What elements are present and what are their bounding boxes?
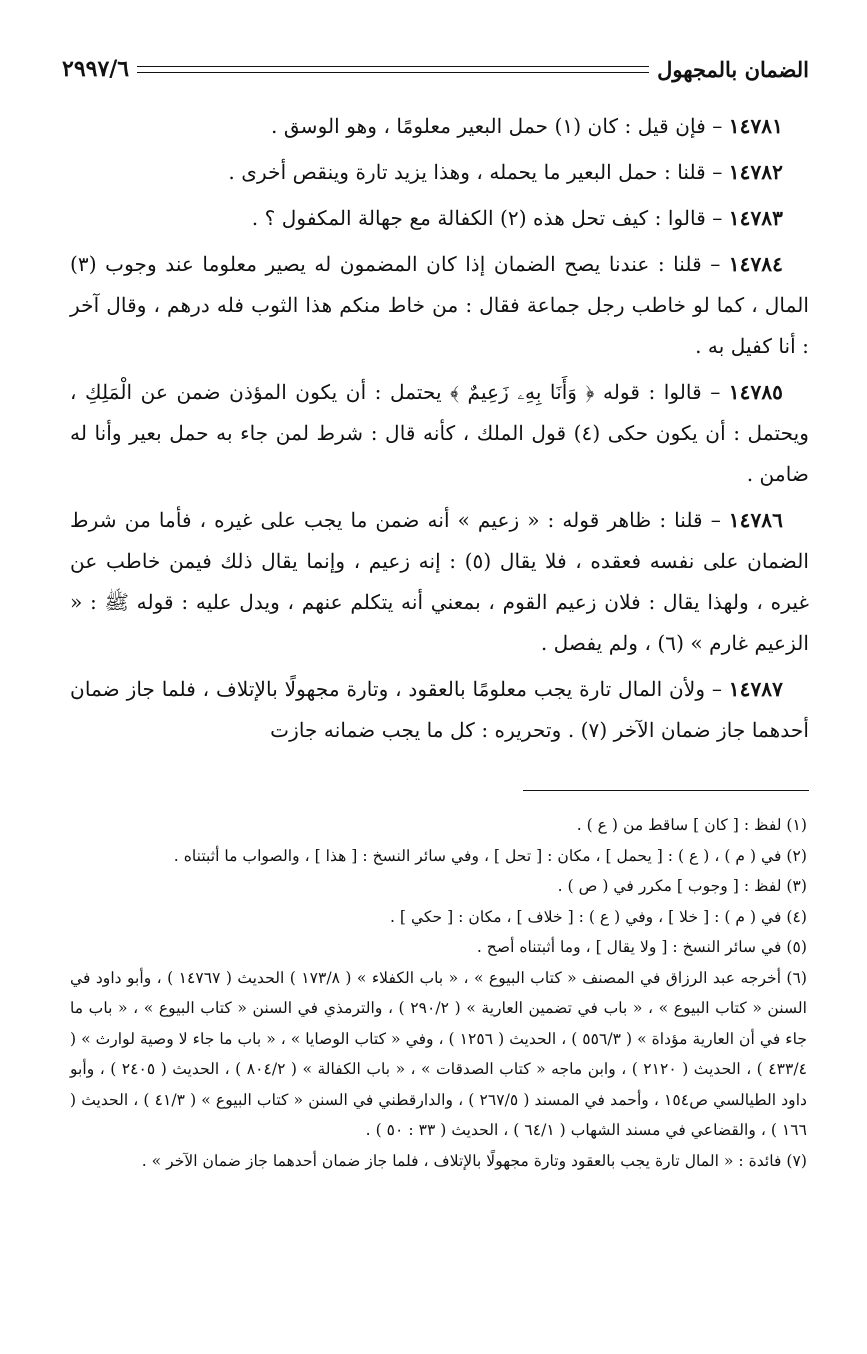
- paragraph-number: ١٤٧٨٤: [728, 252, 783, 276]
- paragraph-text: – ولأن المال تارة يجب معلومًا بالعقود ، وتارة مجهولًا بالإتلاف ، فلما جاز ضمان أحدهما جاز ضمان الآخر (٧) . وتحريره : كل ما يجب ضمانه جازت: [70, 677, 809, 742]
- paragraph-text: – قلنا : عندنا يصح الضمان إذا كان المضمون له يصير معلوما عند وجوب (٣) المال ، كما لو خاطب رجل جماعة فقال : من خاط منكم هذا الثوب فله درهم ، وقال آخر : أنا كفيل به .: [70, 252, 809, 358]
- page-number: ٢٩٩٧/٦: [62, 56, 130, 82]
- footnote-6: (٦) أخرجه عبد الرزاق في المصنف « كتاب البيوع » ، « باب الكفلاء » ( ١٧٣/٨ ) الحديث ( ١٤٧٦٧ ) ، وأبو داود في السنن « كتاب البيوع » ، « باب في تضمين العارية » ( ٢٩٠/٢ ) ، والترمذي في السنن « كتاب البيوع » ، « باب ما جاء في أن العارية مؤداة » ( ٥٥٦/٣ ) ، الحديث ( ١٢٥٦ ) ، وفي « كتاب الوصايا » ، « باب ما جاء لا وصية لوارث » ( ٤٣٣/٤ ) ، الحديث ( ٢١٢٠ ) ، وابن ماجه « كتاب الصدقات » ، « باب الكفالة » ( ٨٠٤/٢ ) ، الحديث ( ٢٤٠٥ ) ، وأبو داود الطيالسي ص١٥٤ ، وأحمد في المسند ( ٢٦٧/٥ ) ، والدارقطني في السنن « كتاب البيوع » ( ٤١/٣ ) ، الحديث ( ١٦٦ ) ، والقضاعي في مسند الشهاب ( ٦٤/١ ) ، الحديث ( ٣٣ : ٥٠ ) .: [70, 968, 807, 1139]
- paragraph-number: ١٤٧٨٦: [728, 508, 783, 532]
- paragraph-14782: [70, 152, 809, 193]
- header-rule: [137, 66, 649, 73]
- paragraph-text: – قلنا : ظاهر قوله : « زعيم » أنه ضمن ما يجب على غيره ، فأما من شرط الضمان على نفسه فعقده ، فلا يقال (٥) : إنه زعيم ، وإنما يقال ذلك فيمن خاطب عن غيره ، ولهذا يقال : فلان زعيم القوم ، بمعني أنه يتكلم عنهم ، ويدل عليه : قوله ﷺ : « الزعيم غارم » (٦) ، ولم يفصل .: [70, 508, 809, 655]
- footnote-5: (٥) في سائر النسخ : [ ولا يقال ] ، وما أثبتناه أصح .: [476, 938, 807, 956]
- paragraph-number: ١٤٧٨٥: [728, 380, 784, 404]
- paragraph-text: – فإن قيل : كان (١) حمل البعير معلومًا ، وهو الوسق .: [271, 114, 723, 138]
- main-text: [70, 106, 809, 756]
- paragraph-14786: [70, 500, 809, 664]
- paragraph-text: – قالوا : قوله ﴿ وَأَنَا بِهِۦ زَعِيمٌ ﴾ يحتمل : أن يكون المؤذن ضمن عن الْمَلِكِ ، ويحتمل : أن يكون حكى (٤) قول الملك ، كأنه قال : شرط لمن جاء به حمل بعير وأنا له ضامن .: [70, 380, 809, 486]
- running-title: الضمان بالمجهول: [657, 56, 809, 82]
- paragraph-number: ١٤٧٨٧: [728, 677, 783, 701]
- footnote-1: (١) لفظ : [ كان ] ساقط من ( ع ) .: [576, 816, 807, 834]
- paragraph-number: ١٤٧٨٢: [728, 160, 783, 184]
- paragraph-14784: [70, 244, 809, 367]
- paragraph-number: ١٤٧٨١: [728, 114, 783, 138]
- page-header: [62, 52, 809, 86]
- footnotes: [70, 810, 807, 1176]
- paragraph-text: – قلنا : حمل البعير ما يحمله ، وهذا يزيد تارة وينقص أخرى .: [228, 160, 723, 184]
- footnote-separator: [523, 790, 809, 791]
- footnote-4: (٤) في ( م ) : [ خلا ] ، وفي ( ع ) : [ خلاف ] ، مكان : [ حكي ] .: [389, 907, 807, 926]
- paragraph-14783: [70, 198, 809, 239]
- paragraph-number: ١٤٧٨٣: [728, 206, 783, 230]
- footnote-7: (٧) فائدة : « المال تارة يجب بالعقود وتارة مجهولًا بالإتلاف ، فلما جاز ضمان أحدهما جاز ضمان الآخر » .: [141, 1151, 807, 1170]
- paragraph-14785: [70, 372, 809, 495]
- footnote-3: (٣) لفظ : [ وجوب ] مكرر في ( ص ) .: [557, 877, 807, 895]
- paragraph-14787: [70, 669, 809, 751]
- paragraph-text: – قالوا : كيف تحل هذه (٢) الكفالة مع جهالة المكفول ؟ .: [251, 206, 723, 230]
- paragraph-14781: [70, 106, 809, 147]
- footnote-2: (٢) في ( م ) ، ( ع ) : [ يحمل ] ، مكان : [ تحل ] ، وفي سائر النسخ : [ هذا ] ، والصواب ما أثبتناه .: [173, 846, 807, 865]
